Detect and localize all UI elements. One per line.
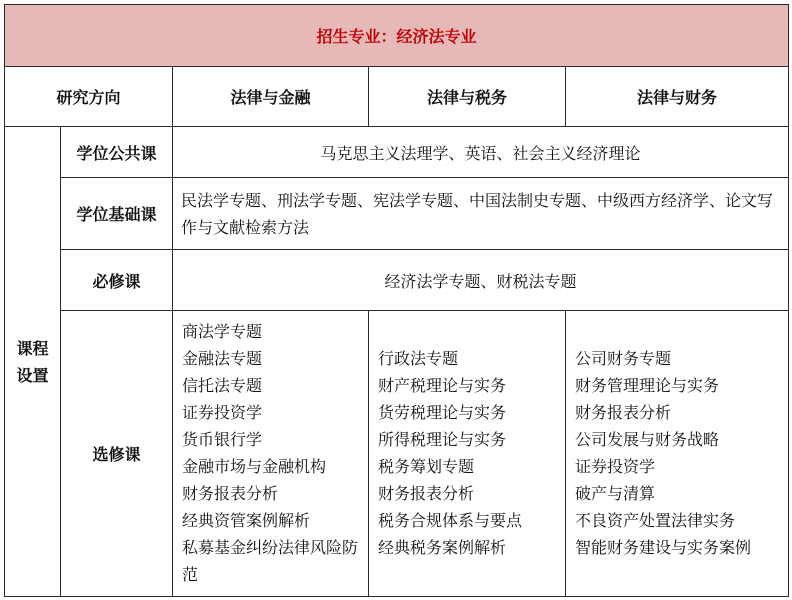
list-item: 财务报表分析 — [575, 403, 672, 422]
list-item: 所得税理论与实务 — [378, 430, 507, 449]
list-item: 税务筹划专题 — [378, 457, 475, 476]
direction-finance: 法律与金融 — [173, 67, 369, 127]
list-item: 税务合规体系与要点 — [378, 511, 523, 530]
list-item: 破产与清算 — [575, 484, 656, 503]
public-course-content: 马克思主义法理学、英语、社会主义经济理论 — [173, 127, 789, 178]
list-item: 私募基金纠纷法律风险防范 — [182, 538, 359, 584]
research-direction-label: 研究方向 — [5, 67, 173, 127]
list-item: 公司发展与财务战略 — [575, 430, 720, 449]
list-item: 证券投资学 — [575, 457, 656, 476]
required-course-content: 经济法学专题、财税法专题 — [173, 250, 789, 311]
list-item: 金融市场与金融机构 — [182, 457, 327, 476]
course-section-text: 课程设置 — [16, 338, 49, 385]
list-item: 证券投资学 — [182, 403, 263, 422]
required-course-label: 必修课 — [61, 250, 173, 311]
list-item: 商法学专题 — [182, 322, 263, 341]
major-title: 招生专业：经济法专业 — [5, 5, 789, 67]
direction-tax: 法律与税务 — [369, 67, 566, 127]
elective-accounting-list — [575, 345, 788, 561]
list-item: 财务管理理论与实务 — [575, 376, 720, 395]
elective-course-label: 选修课 — [61, 311, 173, 597]
basic-course-content: 民法学专题、刑法学专题、宪法学专题、中国法制史专题、中级西方经济学、论文写作与文献检索方法 — [173, 178, 789, 250]
list-item: 经典税务案例解析 — [378, 538, 507, 557]
elective-tax-cell — [369, 311, 566, 597]
course-section-label — [5, 127, 61, 597]
list-item: 财产税理论与实务 — [378, 376, 507, 395]
elective-tax-list — [378, 345, 565, 561]
elective-accounting-cell — [566, 311, 789, 597]
list-item: 行政法专题 — [378, 349, 459, 368]
list-item: 财务报表分析 — [378, 484, 475, 503]
list-item: 不良资产处置法律实务 — [575, 511, 736, 530]
list-item: 公司财务专题 — [575, 349, 672, 368]
list-item: 信托法专题 — [182, 376, 263, 395]
basic-course-label: 学位基础课 — [61, 178, 173, 250]
elective-finance-list — [182, 318, 368, 588]
elective-finance-cell — [173, 311, 369, 597]
list-item: 金融法专题 — [182, 349, 263, 368]
list-item: 货劳税理论与实务 — [378, 403, 507, 422]
curriculum-table — [4, 4, 789, 597]
public-course-label: 学位公共课 — [61, 127, 173, 178]
list-item: 财务报表分析 — [182, 484, 279, 503]
list-item: 货币银行学 — [182, 430, 263, 449]
list-item: 经典资管案例解析 — [182, 511, 311, 530]
list-item: 智能财务建设与实务案例 — [575, 538, 752, 557]
direction-accounting: 法律与财务 — [566, 67, 789, 127]
